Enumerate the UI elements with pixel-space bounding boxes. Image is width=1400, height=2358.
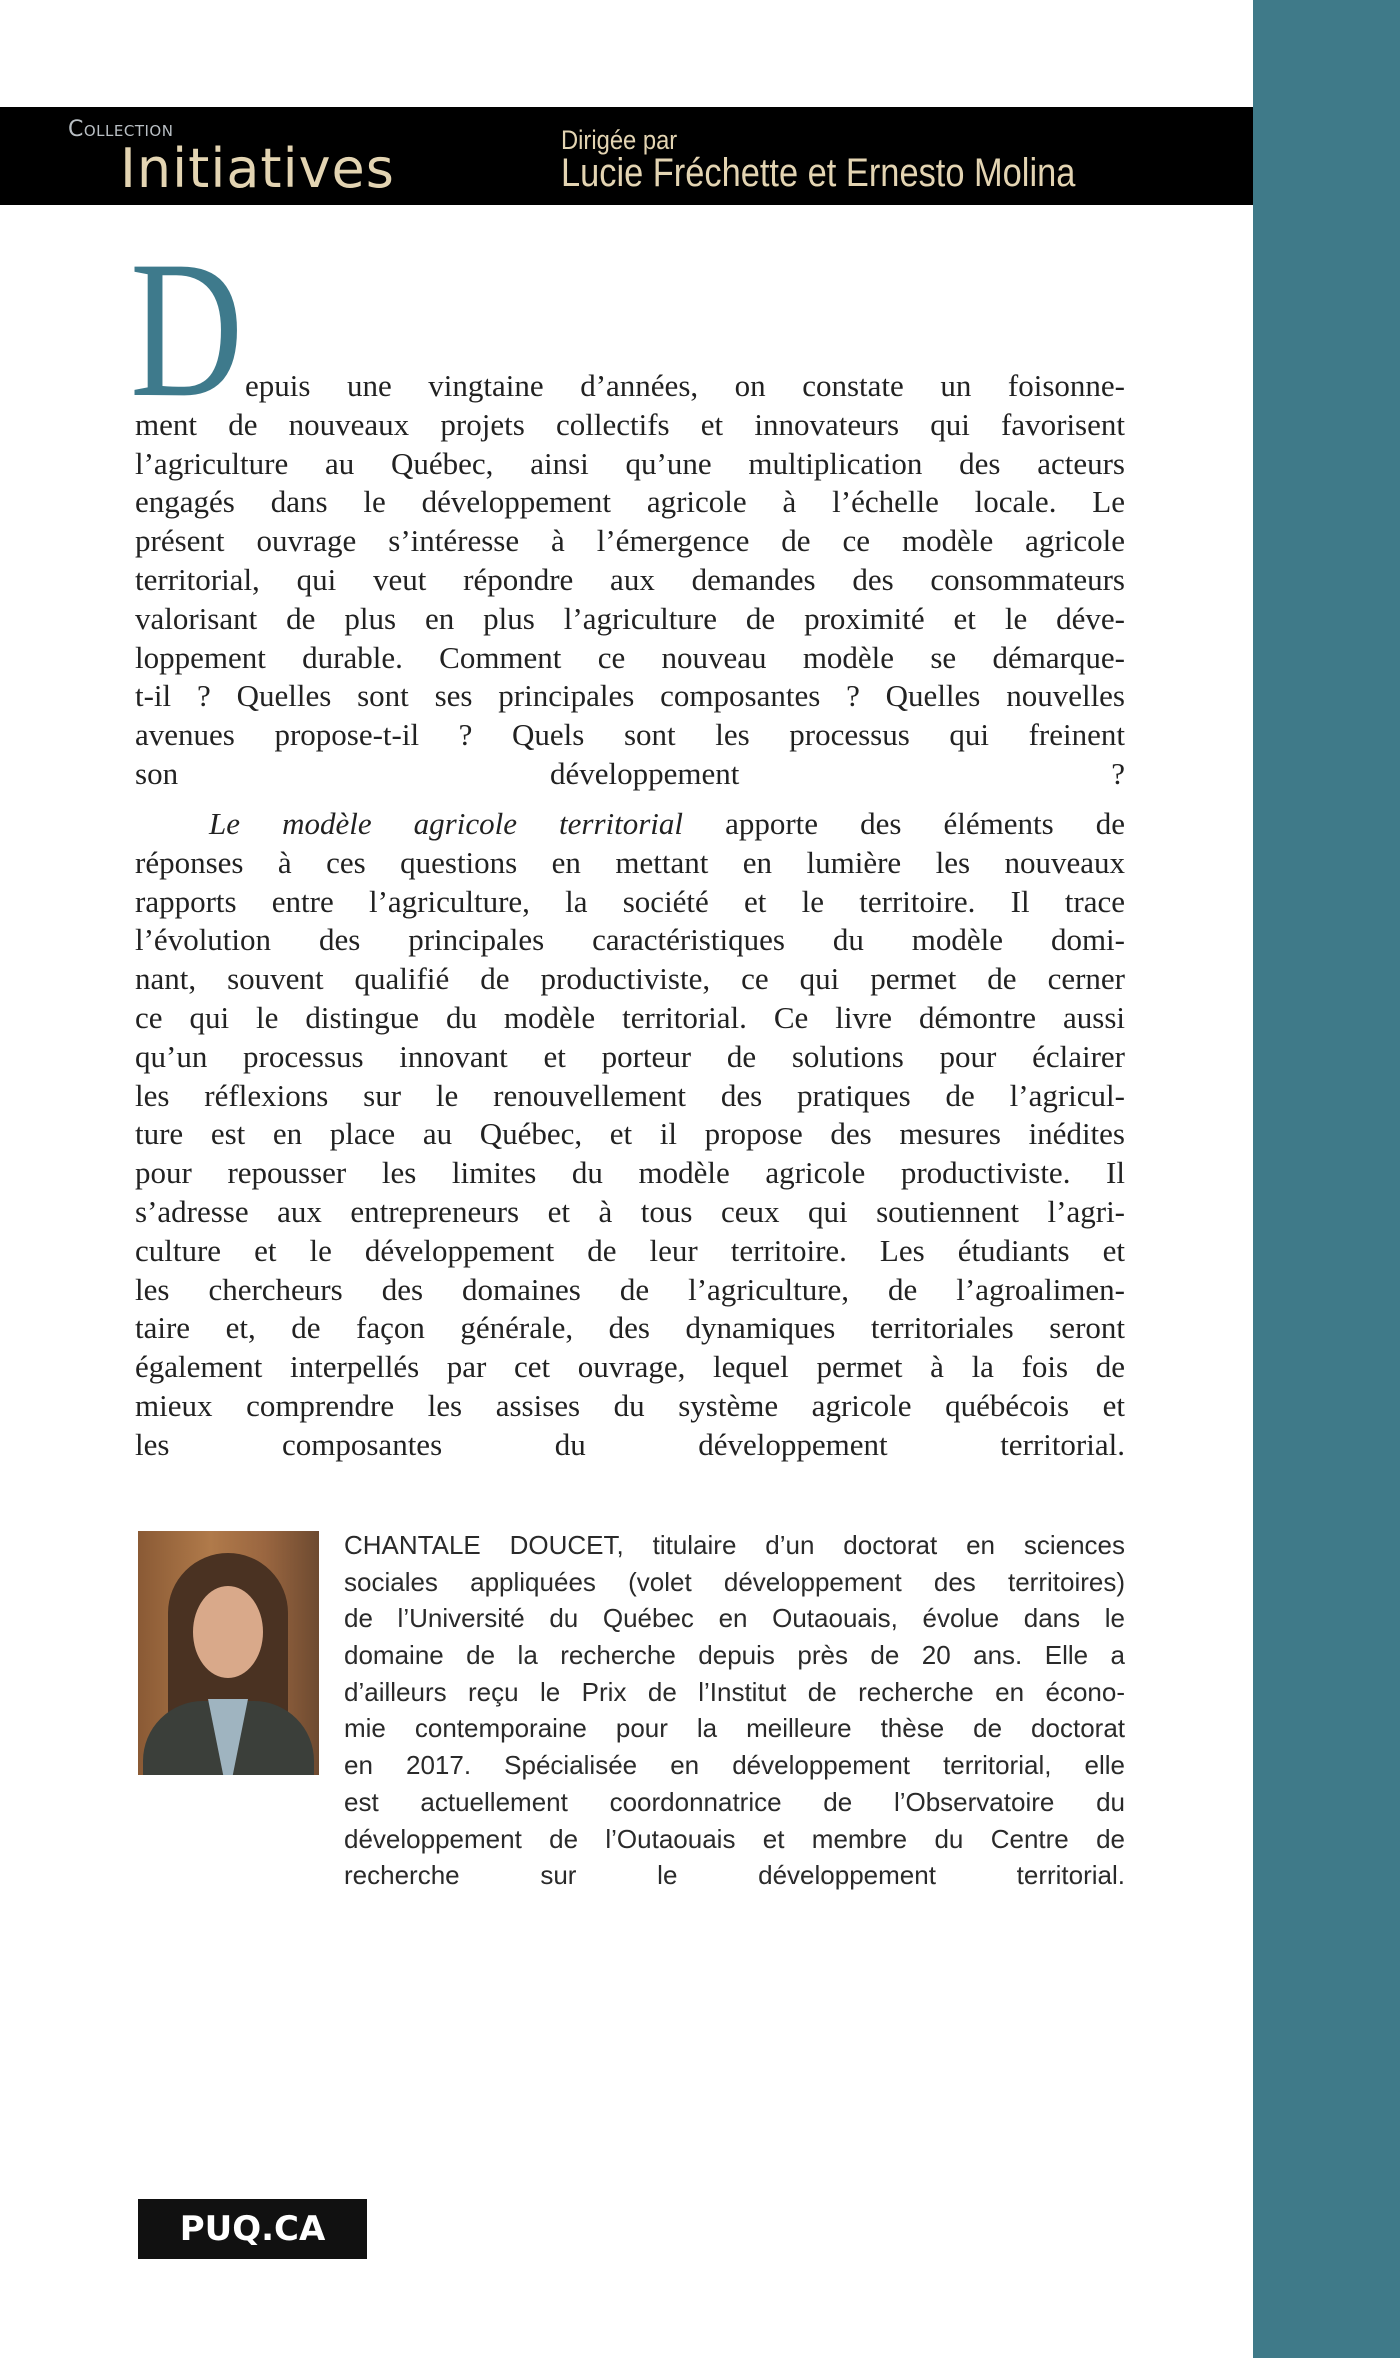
text-line: territorial, qui veut répondre aux demandes des consommateurs <box>135 561 1125 597</box>
collection-name: Initiatives <box>120 137 395 200</box>
publisher-logo: PUQ.CA <box>138 2199 367 2259</box>
author-photo <box>138 1531 319 1775</box>
text-line: valorisant de plus en plus l’agriculture de proximité et le déve- <box>135 600 1125 636</box>
text-line: ce qui le distingue du modèle territorial. Ce livre démontre aussi <box>135 999 1125 1035</box>
teal-side-bar <box>1253 0 1400 2358</box>
text-line: rapports entre l’agriculture, la société et le territoire. Il trace <box>135 883 1125 919</box>
text-line: ment de nouveaux projets collectifs et innovateurs qui favorisent <box>135 406 1125 442</box>
paragraph-2 <box>135 805 1125 1465</box>
text-line: développement de l’Outaouais et membre du Centre de <box>344 1823 1125 1854</box>
text-line: nant, souvent qualifié de productiviste, ce qui permet de cerner <box>135 961 1125 997</box>
collection-label: Collection <box>68 117 174 142</box>
directed-by-label: Dirigée par <box>561 125 678 155</box>
book-title: Le modèle agricole territorial <box>209 806 684 841</box>
text-line: de l’Université du Québec en Outaouais, évolue dans le <box>344 1603 1125 1634</box>
editors: Lucie Fréchette et Ernesto Molina <box>561 151 1076 195</box>
text-line: les réflexions sur le renouvellement des pratiques de l’agricul- <box>135 1077 1125 1113</box>
text-line: avenues propose-t-il ? Quels sont les processus qui freinent <box>135 717 1125 753</box>
text-line: loppement durable. Comment ce nouveau modèle se démarque- <box>135 639 1125 675</box>
text-line: sociales appliquées (volet développement des territoires) <box>344 1566 1125 1597</box>
text-line: t-il ? Quelles sont ses principales composantes ? Quelles nouvelles <box>135 678 1125 714</box>
text-line: epuis une vingtaine d’années, on constate un foisonne- <box>245 368 1125 403</box>
text-line: l’évolution des principales caractéristiques du modèle domi- <box>135 922 1125 958</box>
text-line: culture et le développement de leur territoire. Les étudiants et <box>135 1232 1125 1268</box>
text-line: est actuellement coordonnatrice de l’Observatoire du <box>344 1786 1125 1817</box>
text-line: engagés dans le développement agricole à l’échelle locale. Le <box>135 484 1125 520</box>
text-line: également interpellés par cet ouvrage, lequel permet à la fois de <box>135 1349 1125 1385</box>
text-line: mieux comprendre les assises du système agricole québécois et <box>135 1387 1125 1423</box>
text-line: en 2017. Spécialisée en développement territorial, elle <box>344 1750 1125 1781</box>
text-line: recherche sur le développement territorial. <box>344 1860 1125 1891</box>
text-line: présent ouvrage s’intéresse à l’émergence de ce modèle agricole <box>135 523 1125 559</box>
paragraph-text: apporte des éléments de <box>683 806 1125 841</box>
text-line: mie contemporaine pour la meilleure thèse de doctorat <box>344 1713 1125 1744</box>
paragraph-line <box>135 805 1125 844</box>
text-line: s’adresse aux entrepreneurs et à tous ceux qui soutiennent l’agri- <box>135 1193 1125 1229</box>
paragraph-1 <box>135 367 1125 794</box>
text-line: domaine de la recherche depuis près de 20 ans. Elle a <box>344 1640 1125 1671</box>
author-bio <box>344 1527 1125 1894</box>
text-line: ture est en place au Québec, et il propose des mesures inédites <box>135 1116 1125 1152</box>
text-line: d’ailleurs reçu le Prix de l’Institut de recherche en écono- <box>344 1676 1125 1707</box>
text-line: son développement ? <box>135 755 1125 791</box>
text-line: pour repousser les limites du modèle agricole productiviste. Il <box>135 1155 1125 1191</box>
text-line: réponses à ces questions en mettant en lumière les nouveaux <box>135 844 1125 880</box>
text-line: CHANTALE DOUCET, titulaire d’un doctorat en sciences <box>344 1530 1125 1560</box>
text-line: qu’un processus innovant et porteur de solutions pour éclairer <box>135 1038 1125 1074</box>
drop-cap: D <box>130 221 244 438</box>
text-line: les chercheurs des domaines de l’agriculture, de l’agroalimen- <box>135 1271 1125 1307</box>
collection-header <box>0 107 1253 205</box>
text-line: l’agriculture au Québec, ainsi qu’une multiplication des acteurs <box>135 445 1125 481</box>
text-line: taire et, de façon générale, des dynamiques territoriales seront <box>135 1310 1125 1346</box>
text-line: les composantes du développement territorial. <box>135 1426 1125 1462</box>
